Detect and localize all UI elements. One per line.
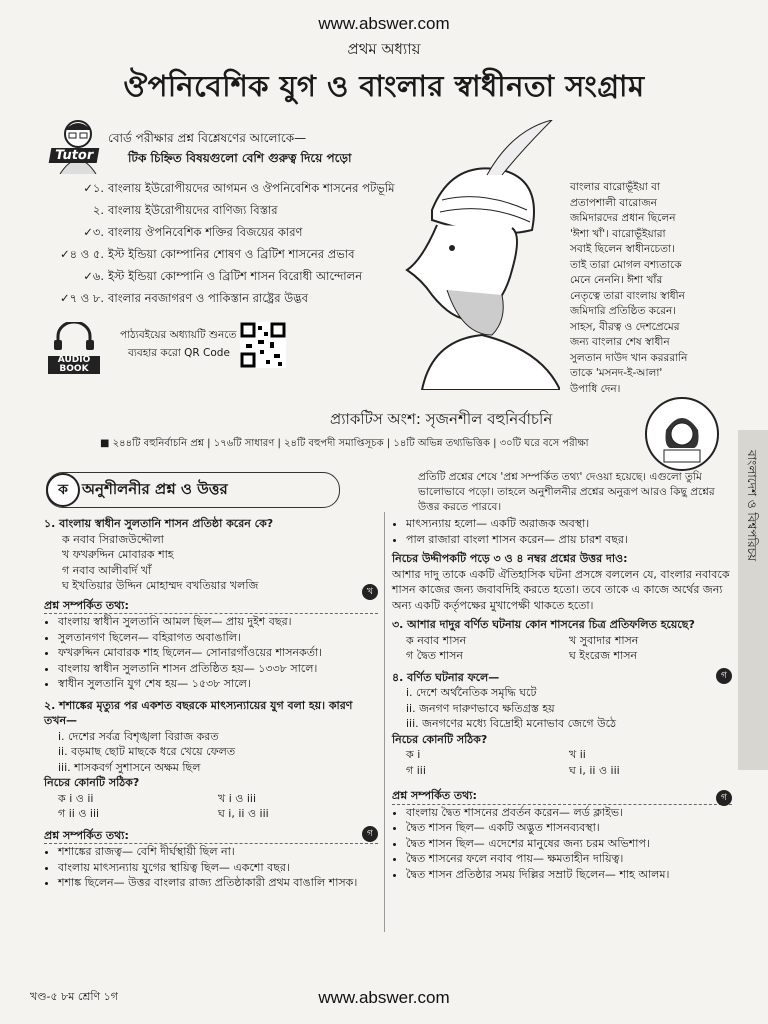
info-heading: প্রশ্ন সম্পর্কিত তথ্য:: [44, 828, 378, 845]
side-description: বাংলার বারোভূঁইয়া বা প্রতাপশালী বারোজন জমিদারদের প্রধান ছিলেন 'ঈশা খাঁ'। বারোভূঁইয়ারা সবাই ছিলেন স্বাধীনচেতা। তাই তারা মোগল বশ্যতাকে মেনে নেননি। ঈশা খাঁর নেতৃত্বে তারা বাংলায় স্বাধীন জমিদারি প্রতিষ্ঠিত করেন। সাহস, বীরত্ব ও দেশপ্রেমের জন্য বাংলার শেষ স্বাধীন সুলতান দাউদ খান করররানি তাকে 'মসনদ-ই-আলা' উপাধি দেন।: [570, 181, 688, 395]
stimulus-heading: নিচের উদ্দীপকটি পড়ে ৩ ও ৪ নম্বর প্রশ্নের উত্তর দাও:: [392, 552, 628, 565]
q2-answer-badge: গ: [362, 826, 378, 842]
q2-item: ii. বড়মাছ ছোট মাছকে ধরে খেয়ে ফেলত: [58, 745, 236, 758]
audio-text-2: ব্যবহার করো QR Code: [128, 347, 230, 359]
student-reading-icon: [644, 396, 720, 472]
q2-item: iii. শাসকবর্গ সুশাসনে অক্ষম ছিল: [58, 760, 201, 774]
section-note: প্রতিটি প্রশ্নের শেষে 'প্রশ্ন সম্পর্কিত তথ্য' দেওয়া হয়েছে। এগুলো তুমি ভালোভাবে পড়ো। তাহলে অনুশীলনীর প্রশ্নের অনুরূপ আরও কিছু প্রশ্নের উত্তর করতে পারবে।: [418, 471, 715, 513]
audio-text-1: পাঠ্যবইয়ের অধ্যায়টি শুনতে: [120, 329, 237, 341]
left-column: [44, 516, 378, 891]
info-item: • স্বাধীন সুলতানি যুগ শেষ হয়— ১৫৩৮ সালে।: [58, 676, 378, 692]
right-column: [392, 516, 732, 882]
info-item: • দ্বৈত শাসন ছিল— একটি অদ্ভুত শাসনব্যবস্থা।: [406, 820, 732, 836]
q2-item: i. দেশের সর্বত্র বিশৃঙ্খলা বিরাজ করত: [58, 729, 219, 743]
info-item: • বাংলায় মাৎস্যন্যায় যুগের স্থায়িত্ব ছিল— একশো বছর।: [58, 860, 378, 876]
q4-option: খ ii: [569, 748, 586, 761]
qr-code-icon[interactable]: [240, 322, 286, 368]
audio-book-icon: AUDIO BOOK: [48, 322, 100, 370]
q2-option: খ i ও iii: [218, 791, 257, 805]
section-title: অনুশীলনীর প্রশ্ন ও উত্তর: [82, 480, 228, 498]
q2-option: গ ii ও iii: [58, 807, 100, 820]
chapter-title: ঔপনিবেশিক যুগ ও বাংলার স্বাধীনতা সংগ্রাম: [123, 69, 645, 103]
q4-option: ঘ i, ii ও iii: [569, 763, 620, 777]
topic-item: ✓৭ ও ৮. বাংলার নবজাগরণ ও পাকিস্তান রাষ্ট্রের উদ্ভব: [59, 291, 309, 305]
q4-item: i. দেশে অর্থনৈতিক সমৃদ্ধি ঘটে: [406, 686, 537, 699]
q1-option: গ নবাব আলীবর্দি খাঁ: [62, 563, 152, 577]
footer-code: খণ্ড-৫ ৮ম শ্রেণি ১গ: [30, 990, 118, 1003]
info-item: • বাংলায় দ্বৈত শাসনের প্রবর্তন করেন— লর্ড ক্লাইভ।: [406, 805, 732, 821]
practice-stats: ■ ২৪৪টি বহুনির্বাচনি প্রশ্ন | ১৭৬টি সাধারণ | ২৪টি বহুপদী সমাপ্তিসূচক | ১৪টি অভিন্ন তথ্যভিত্তিক | ৩০টি ঘরে বসে পরীক্ষা: [100, 438, 589, 449]
info-item: • দ্বৈত শাসন প্রতিষ্ঠার সময় দিল্লির সম্রাট ছিলেন— শাহ আলম।: [406, 867, 732, 883]
q4-option: ক i: [406, 748, 421, 761]
q4-option: গ iii: [406, 763, 426, 777]
info-item: • দ্বৈত শাসন ছিল— এদেশের মানুষের জন্য চরম অভিশাপ।: [406, 836, 732, 852]
info-item: • বাংলায় স্বাধীন সুলতানি আমল ছিল— প্রায় দুইশ বছর।: [58, 614, 378, 630]
info-item: • সুলতানগণ ছিলেন— বহিরাগত অবাঙালি।: [58, 630, 378, 646]
q2-ask: নিচের কোনটি সঠিক?: [44, 776, 140, 789]
q1-option: ক নবাব সিরাজউদ্দৌলা: [62, 532, 164, 546]
tutor-line-2: টিক চিহ্নিত বিষয়গুলো বেশি গুরুত্ব দিয়ে পড়ো: [128, 151, 352, 165]
tutor-tag: Tutor: [49, 148, 100, 163]
q1-option: খ ফখরুদ্দিন মোবারক শাহ: [62, 548, 174, 561]
info-item: • ফখরুদ্দিন মোবারক শাহ ছিলেন— সোনারগাঁওয়ের শাসনকর্তা।: [58, 645, 378, 661]
topic-item: ২. বাংলায় ইউরোপীয়দের বাণিজ্য বিস্তার: [92, 203, 278, 217]
question-1: ১. বাংলায় স্বাধীন সুলতানি শাসন প্রতিষ্ঠা করেন কে?: [44, 517, 274, 530]
q1-option: ঘ ইখতিয়ার উদ্দিন মোহাম্মদ বখতিয়ার খলজি: [62, 579, 259, 592]
info-item: • পাল রাজারা বাংলা শাসন করেন— প্রায় চারশ বছর।: [406, 532, 732, 548]
info-item: • শশাঙ্ক ছিলেন— উত্তর বাংলার রাজ্য প্রতিষ্ঠাকারী প্রথম বাঙালি শাসক।: [58, 875, 378, 891]
watermark-bottom: www.abswer.com: [318, 988, 450, 1007]
column-divider: [384, 512, 385, 932]
topic-item: ✓১. বাংলায় ইউরোপীয়দের আগমন ও ঔপনিবেশিক শাসনের পটভূমি: [83, 181, 395, 195]
info-item: • মাৎস্যন্যায় হলো— একটি অরাজক অবস্থা।: [406, 516, 732, 532]
info-heading: প্রশ্ন সম্পর্কিত তথ্য:: [392, 788, 732, 805]
isa-khan-illustration: [392, 120, 560, 390]
tutor-avatar-icon: [52, 116, 104, 174]
topic-item: ✓৪ ও ৫. ইস্ট ইন্ডিয়া কোম্পানির শোষণ ও ব্রিটিশ শাসনের প্রভাব: [60, 247, 355, 261]
info-item: • দ্বৈত শাসনের ফলে নবাব পায়— ক্ষমতাহীন দায়িত্ব।: [406, 851, 732, 867]
q3-option: খ সুবাদার শাসন: [569, 633, 639, 647]
tutor-line-1: বোর্ড পরীক্ষার প্রশ্ন বিশ্লেষণের আলোকে—: [108, 131, 307, 145]
info-item: • শশাঙ্কের রাজত্ব— বেশি দীর্ঘস্থায়ী ছিল না।: [58, 844, 378, 860]
question-3: ৩. আশার দাদুর বর্ণিত ঘটনায় কোন শাসনের চিত্র প্রতিফলিত হয়েছে?: [392, 618, 695, 631]
subject-side-tab: বাংলাদেশ ও বিশ্বপরিচয়: [738, 430, 768, 770]
q3-option: ঘ ইংরেজ শাসন: [569, 649, 638, 662]
stimulus-text: আশার দাদু তাকে একটি ঐতিহাসিক ঘটনা প্রসঙ্গে বললেন যে, বাংলার নবাবকে শাসন কাজের জন্য জবাবদিহি করতে হতো। তবে তাকে এ কাজে অর্থের জন্য অন্য একটি কর্তৃপক্ষের মুখাপেক্ষী থাকতে হতো।: [392, 567, 730, 612]
q3-option: ক নবাব শাসন: [406, 633, 467, 647]
q4-ask: নিচের কোনটি সঠিক?: [392, 732, 488, 746]
section-badge: ক: [46, 473, 80, 507]
q2-option: ক i ও ii: [58, 791, 94, 805]
topic-item: ✓৩. বাংলায় ঔপনিবেশিক শক্তির বিজয়ের কারণ: [83, 225, 303, 239]
q1-answer-badge: খ: [362, 584, 378, 600]
practice-heading: প্র্যাকটিস অংশ: সৃজনশীল বহুনির্বাচনি: [330, 410, 553, 428]
question-4: ৪. বর্ণিত ঘটনার ফলে—: [392, 670, 500, 684]
info-heading: প্রশ্ন সম্পর্কিত তথ্য:: [44, 598, 378, 615]
q4-answer-badge: গ: [716, 790, 732, 806]
info-item: • বাংলায় স্বাধীন সুলতানি শাসন প্রতিষ্ঠিত হয়— ১৩৩৮ সালে।: [58, 661, 378, 677]
q3-option: গ দ্বৈত শাসন: [406, 649, 463, 662]
q4-item: iii. জনগণের মধ্যে বিদ্রোহী মনোভাব জেগে উঠে: [406, 717, 616, 730]
q2-option: ঘ i, ii ও iii: [218, 807, 269, 820]
question-2: ২. শশাঙ্কের মৃত্যুর পর একশত বছরকে মাৎস্যন্যায়ের যুগ বলা হয়। কারণ তখন—: [44, 698, 353, 727]
watermark-top: www.abswer.com: [318, 14, 450, 33]
q4-item: ii. জনগণ দারুণভাবে ক্ষতিগ্রস্ত হয়: [406, 701, 555, 715]
topic-item: ✓৬. ইস্ট ইন্ডিয়া কোম্পানি ও ব্রিটিশ শাসন বিরোধী আন্দোলন: [83, 269, 363, 283]
q3-answer-badge: গ: [716, 668, 732, 684]
chapter-label: প্রথম অধ্যায়: [347, 40, 421, 58]
